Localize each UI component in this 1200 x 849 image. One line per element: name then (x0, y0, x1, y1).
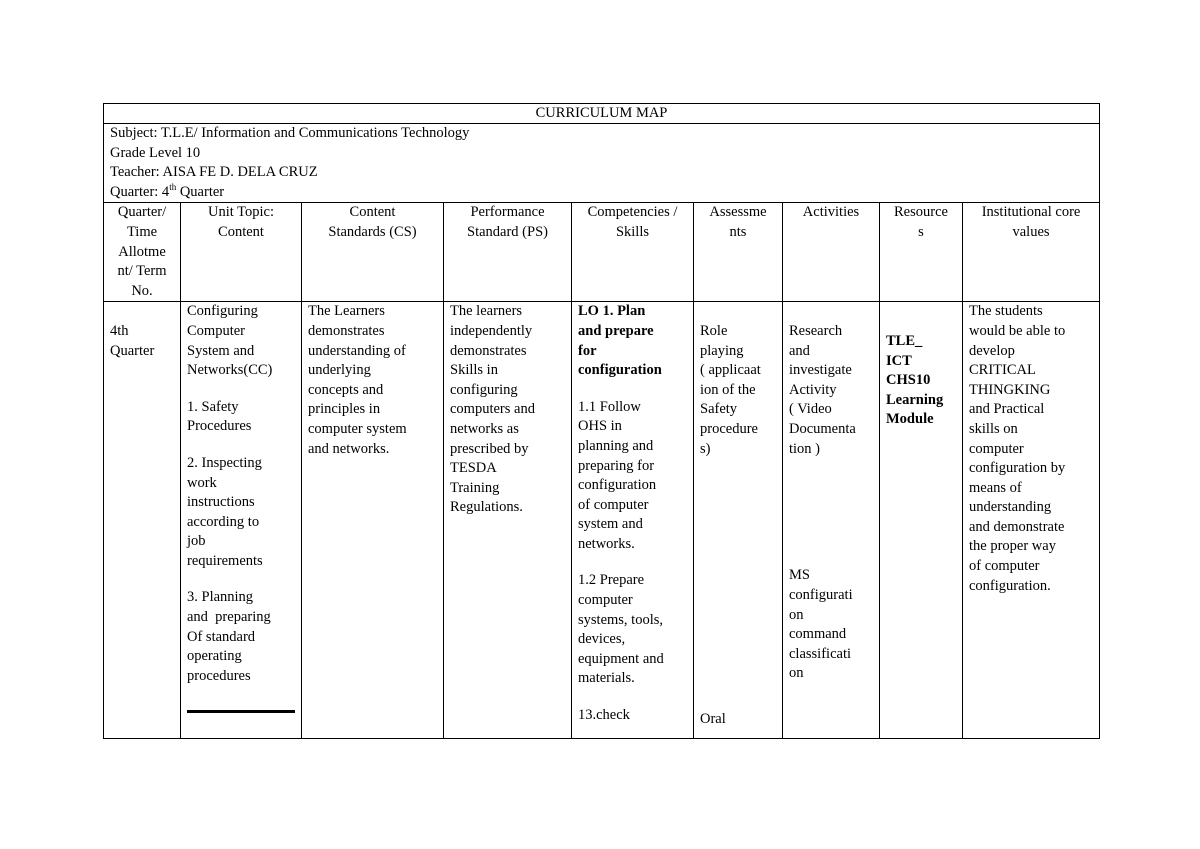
cell-text: ICT (886, 352, 912, 369)
cell-text: TLE_ (886, 332, 923, 349)
cell-text: operating (187, 648, 242, 665)
cell-performance-standard (444, 302, 572, 739)
cell-text: and networks. (308, 440, 390, 457)
header-text: Activities (802, 204, 860, 221)
cell-text: and Practical (969, 401, 1045, 418)
cell-text: preparing for (578, 457, 655, 474)
table-row (104, 302, 1100, 739)
cell-text: classificati (789, 645, 852, 662)
cell-text: configurati (789, 586, 853, 603)
cell-text: independently (450, 322, 533, 339)
header-performance-standard (444, 203, 572, 302)
cell-text: procedures (187, 667, 251, 684)
cell-text: 4th (110, 322, 129, 339)
cell-text: on (789, 606, 804, 623)
cell-text: equipment and (578, 650, 664, 667)
cell-text: System and (187, 342, 255, 359)
cell-text: and (789, 342, 810, 359)
table-title: CURRICULUM MAP (104, 104, 1100, 124)
cell-text: Documenta (789, 420, 856, 437)
quarter-line (110, 183, 1093, 203)
cell-unit-topic (181, 302, 302, 739)
grade-line: Grade Level 10 (110, 144, 201, 161)
cell-text: s) (700, 440, 711, 457)
cell-assessments (694, 302, 783, 739)
cell-text: procedure (700, 420, 758, 437)
cell-text: Activity (789, 381, 837, 398)
header-text: Standards (CS) (328, 223, 417, 240)
header-unit-topic (181, 203, 302, 302)
cell-text: according to (187, 513, 260, 530)
cell-text: concepts and (308, 381, 384, 398)
cell-text: OHS in (578, 418, 622, 435)
cell-text: configuration (578, 477, 657, 494)
header-text: Content (349, 204, 396, 221)
cell-text: of computer (969, 558, 1040, 575)
cell-text: Regulations. (450, 499, 523, 516)
cell-text: Quarter (110, 342, 155, 359)
cell-text: planning and (578, 437, 654, 454)
cell-text: ( Video (789, 401, 832, 418)
cell-text: networks as (450, 420, 519, 437)
cell-text: on (789, 665, 804, 682)
cell-text: principles in (308, 401, 381, 418)
header-text: Skills (615, 223, 650, 240)
cell-text: 1.2 Prepare (578, 572, 645, 589)
cell-text: Networks(CC) (187, 362, 273, 379)
cell-activities (783, 302, 880, 739)
cell-text: 1.1 Follow (578, 398, 641, 415)
cell-text: LO 1. Plan (578, 303, 646, 320)
cell-text: Module (886, 411, 934, 428)
header-text: No. (131, 282, 153, 299)
cell-text: Role (700, 322, 728, 339)
cell-text: 13.check (578, 707, 630, 724)
cell-text: CHS10 (886, 372, 931, 389)
cell-text: requirements (187, 552, 263, 569)
header-text: Standard (PS) (467, 223, 548, 240)
header-text: Unit Topic: (208, 204, 274, 221)
header-text: s (918, 223, 924, 240)
header-quarter (104, 203, 181, 302)
cell-text: systems, tools, (578, 611, 663, 628)
cell-text: computers and (450, 401, 535, 418)
cell-competencies (572, 302, 694, 739)
header-text: Time (126, 223, 158, 240)
header-activities (783, 203, 880, 302)
cell-text: The Learners (308, 303, 385, 320)
cell-text: TESDA (450, 460, 497, 477)
cell-text: Training (450, 479, 500, 496)
cell-text: Learning (886, 391, 944, 408)
cell-text: Procedures (187, 418, 252, 435)
cell-text: Computer (187, 322, 245, 339)
cell-text: investigate (789, 362, 852, 379)
cell-text: and prepare (578, 322, 654, 339)
cell-core-values (963, 302, 1100, 739)
cell-text: playing (700, 342, 744, 359)
cell-text: 2. Inspecting (187, 454, 262, 471)
header-text: Resource (894, 204, 948, 221)
cell-resources (880, 302, 963, 739)
quarter-prefix: Quarter: 4 (110, 183, 170, 200)
cell-text: understanding of (308, 342, 406, 359)
cell-text: configuration (578, 362, 662, 379)
header-text: values (1012, 223, 1050, 240)
header-text: Allotme (118, 243, 166, 260)
document-info (104, 124, 1100, 203)
subject-line: Subject: T.L.E/ Information and Communications Technology (110, 125, 470, 141)
curriculum-map-table (103, 103, 1100, 739)
header-text: Performance (470, 204, 545, 221)
cell-text: for (578, 342, 597, 359)
cell-text: tion ) (789, 440, 821, 457)
cell-text: Research (789, 322, 843, 339)
cell-text: skills on (969, 420, 1018, 437)
cell-text: 1. Safety (187, 398, 239, 415)
cell-text: and demonstrate (969, 518, 1065, 535)
cell-text: demonstrates (450, 342, 527, 359)
header-text: Competencies / (587, 204, 678, 221)
cell-text: Of standard (187, 628, 256, 645)
quarter-sup: th (169, 181, 177, 192)
cell-text: computer (578, 592, 633, 609)
cell-text: networks. (578, 535, 635, 552)
cell-content-standard (302, 302, 444, 739)
underline-rule (187, 710, 295, 713)
cell-text: and preparing (187, 609, 271, 626)
header-content-standards (302, 203, 444, 302)
cell-text: MS (789, 567, 810, 584)
header-text: Institutional core (981, 204, 1081, 221)
cell-text: job (187, 533, 206, 550)
cell-text: ( applicaat (700, 362, 761, 379)
cell-text: would be able to (969, 322, 1066, 339)
cell-text: CRITICAL (969, 362, 1036, 379)
quarter-suffix: Quarter (176, 183, 225, 200)
cell-quarter (104, 302, 181, 739)
cell-text: work (187, 474, 217, 491)
cell-text: materials. (578, 670, 635, 687)
cell-text: Safety (700, 401, 738, 418)
cell-text: devices, (578, 631, 626, 648)
cell-text: configuring (450, 381, 518, 398)
header-resources (880, 203, 963, 302)
cell-text: configuration by (969, 460, 1066, 477)
cell-text: instructions (187, 494, 255, 511)
header-competencies (572, 203, 694, 302)
cell-text: configuration. (969, 577, 1051, 594)
cell-text: system and (578, 516, 643, 533)
cell-text: THINGKING (969, 381, 1051, 398)
cell-text: Configuring (187, 303, 258, 320)
header-row (104, 203, 1100, 302)
cell-text: The students (969, 303, 1043, 320)
header-text: nt/ Term (117, 263, 167, 280)
cell-text: 3. Planning (187, 589, 254, 606)
header-text: nts (729, 223, 747, 240)
cell-text: prescribed by (450, 440, 529, 457)
header-assessments (694, 203, 783, 302)
cell-text: develop (969, 342, 1015, 359)
header-text: Content (218, 223, 264, 240)
cell-text: demonstrates (308, 322, 385, 339)
cell-text: computer system (308, 420, 407, 437)
cell-text: command (789, 626, 847, 643)
cell-text: Skills in (450, 362, 498, 379)
cell-text: Oral (700, 711, 726, 728)
cell-text: understanding (969, 499, 1052, 516)
teacher-line: Teacher: AISA FE D. DELA CRUZ (110, 164, 318, 181)
cell-text: the proper way (969, 538, 1056, 555)
header-core-values (963, 203, 1100, 302)
cell-text: of computer (578, 496, 649, 513)
cell-text: computer (969, 440, 1024, 457)
cell-text: underlying (308, 362, 371, 379)
header-text: Quarter/ (117, 204, 167, 221)
cell-text: ion of the (700, 381, 756, 398)
activity-ms-config (789, 566, 853, 684)
cell-text: means of (969, 479, 1022, 496)
header-text: Assessme (709, 204, 767, 221)
cell-text: The learners (450, 303, 523, 320)
